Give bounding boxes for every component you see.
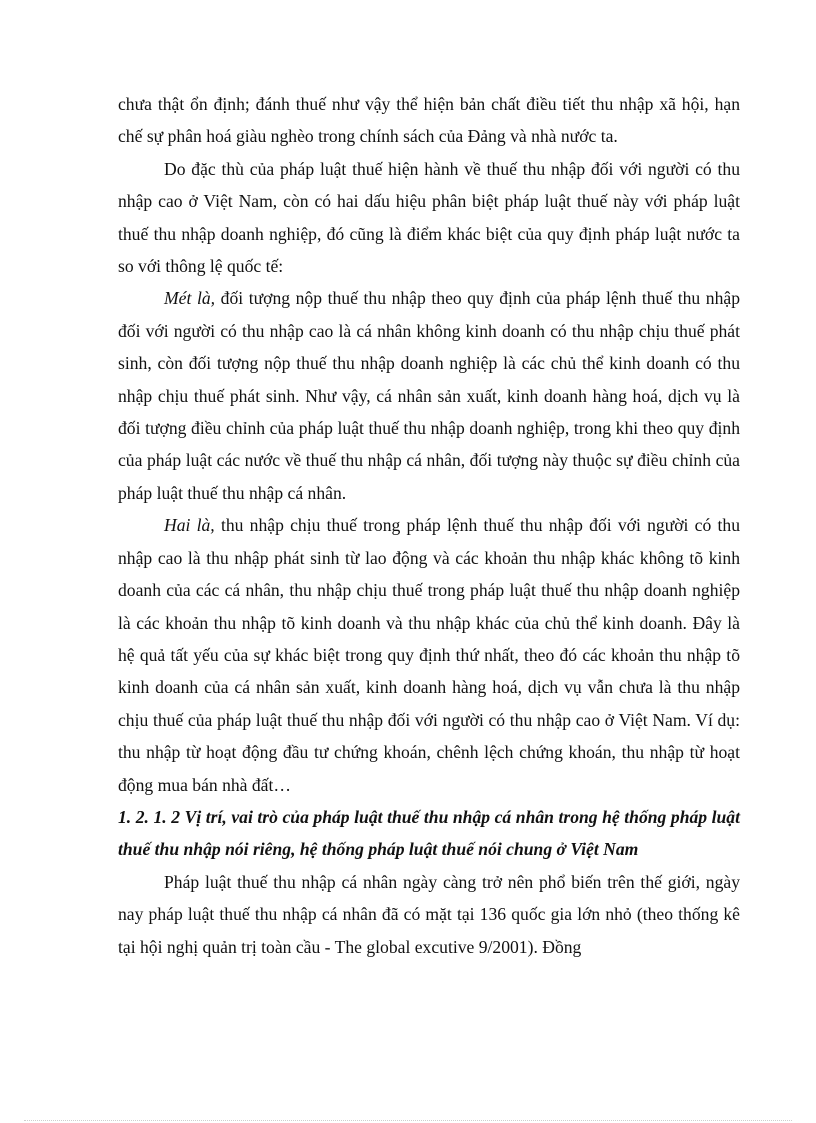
paragraph-closing: Pháp luật thuế thu nhập cá nhân ngày càng trở nên phổ biến trên thế giới, ngày nay pháp luật thuế thu nhập cá nhân đã có mặt tại 136 quốc gia lớn nhỏ (theo thống kê tại hội nghị quản trị toàn cầu - The global excutive 9/2001). Đồng [118,871,740,957]
paragraph-lead: Mét là, [164,288,216,309]
paragraph-second-sign [118,509,740,801]
paragraph-text: đối tượng nộp thuế thu nhập theo quy định của pháp lệnh thuế thu nhập đối với người có thu nhập cao là cá nhân không kinh doanh có thu nhập chịu thuế phát sinh, còn đối tượng nộp thuế thu nhập doanh nghiệp là các chủ thể kinh doanh có thu nhập chịu thuế phát sinh. Như vậy, cá nhân sản xuất, kinh doanh hàng hoá, dịch vụ là đối tượng điều chỉnh của pháp luật thuế thu nhập doanh nghiệp, trong khi theo quy định của pháp luật các nước về thuế thu nhập cá nhân, đối tượng này thuộc sự điều chỉnh của pháp luật thuế thu nhập cá nhân. [118,288,741,503]
paragraph-text: Do đặc thù của pháp luật thuế hiện hành về thuế thu nhập đối với người có thu nhập cao ở Việt Nam, còn có hai dấu hiệu phân biệt pháp luật thuế này với pháp luật thuế thu nhập doanh nghiệp, đó cũng là điểm khác biệt của quy định pháp luật nước ta so với thông lệ quốc tế: [118,158,740,277]
paragraph-text: thu nhập chịu thuế trong pháp lệnh thuế thu nhập đối với người có thu nhập cao là thu nhập phát sinh từ lao động và các khoản thu nhập khác không tõ kinh doanh của các cá nhân, thu nhập chịu thuế trong pháp luật thuế thu nhập doanh nghiệp là các khoản thu nhập tõ kinh doanh và thu nhập khác của chủ thể kinh doanh. Đây là hệ quả tất yếu của sự khác biệt trong quy định thứ nhất, theo đó các khoản thu nhập tõ kinh doanh của cá nhân sản xuất, kinh doanh hàng hoá, dịch vụ vẫn chưa là thu nhập chịu thuế của pháp luật thuế thu nhập đối với người có thu nhập cao ở Việt Nam. Ví dụ: thu nhập từ hoạt động đầu tư chứng khoán, chênh lệch chứng khoán, thu nhập từ hoạt động mua bán nhà đất… [118,515,740,795]
page-bottom-divider [24,1120,792,1121]
document-body [118,88,740,963]
paragraph-first-sign [118,282,740,509]
paragraph-distinguishing-signs [118,153,740,283]
paragraph-continuation [118,88,740,153]
section-heading: 1. 2. 1. 2 Vị trí, vai trò của pháp luật thuế thu nhập cá nhân trong hệ thống pháp luật thuế thu nhập nói riêng, hệ thống pháp luật thuế nói chung ở Việt Nam [118,806,740,860]
paragraph-text: chưa thật ổn định; đánh thuế như vậy thể hiện bản chất điều tiết thu nhập xã hội, hạn chế sự phân hoá giàu nghèo trong chính sách của Đảng và nhà nước ta. [118,94,740,147]
paragraph-lead: Hai là, [164,515,215,536]
